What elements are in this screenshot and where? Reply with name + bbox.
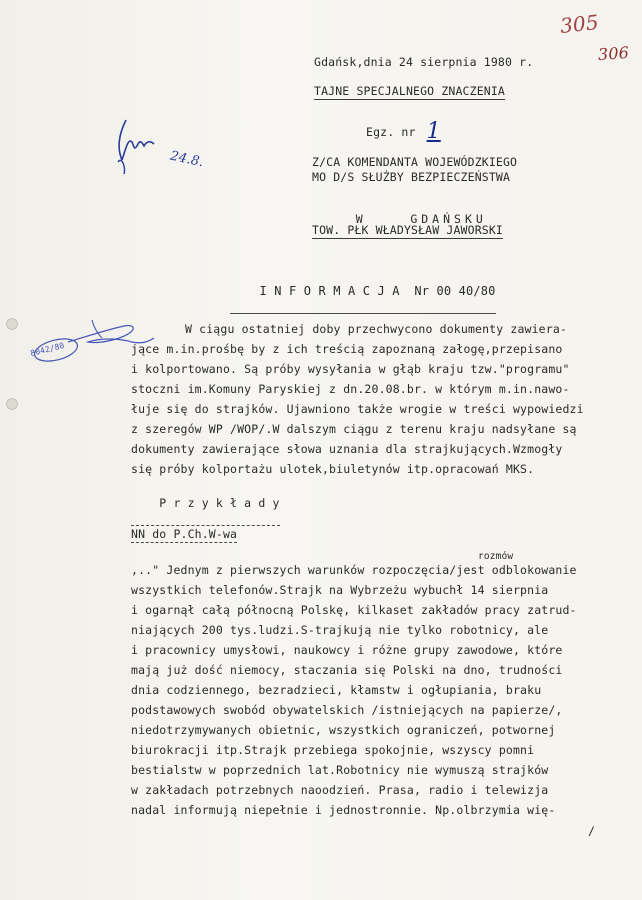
classification: TAJNE SPECJALNEGO ZNACZENIA xyxy=(314,84,505,98)
body-line: z szeregów WP /WOP/.W dalszym ciągu z terenu kraju nadsyłane są xyxy=(131,422,577,436)
body-line: stoczni im.Komuny Paryskiej z dn.20.08.br. w którym m.in.nawo- xyxy=(131,382,570,396)
quote-line: nadal informują niepełnie i jednostronnie. Np.olbrzymia wię- xyxy=(131,803,556,817)
addressee-line-4: TOW. PŁK WŁADYSŁAW JAWORSKI xyxy=(312,223,503,237)
quote-line: i ogarnął całą północną Polskę, kilkaset zakładów pracy zatrud- xyxy=(131,603,577,617)
example-1-inserted-word: rozmów xyxy=(478,551,514,562)
page-number-mark-top: 305 xyxy=(558,10,600,38)
document-title: I N F O R M A C J A Nr 00 40/80 xyxy=(230,270,496,314)
margin-stamp-text: 8042/80 xyxy=(29,340,66,359)
copy-number-handwritten: 1 xyxy=(426,119,441,144)
body-line: dokumenty zawierające słowa uznania dla strajkujących.Wzmogły xyxy=(131,442,563,456)
quote-line: w zakładach potrzebnych naoodzień. Prasa, radio i telewizja xyxy=(131,783,549,797)
continuation-mark: / xyxy=(588,824,596,838)
addressee-line-1: Z/CA KOMENDANTA WOJEWÓDZKIEGO xyxy=(312,155,518,169)
quote-line: wszystkich telefonów.Strajk na Wybrzeżu wybuchł 14 sierpnia xyxy=(131,583,549,597)
example-1-label: NN do P.Ch.W-wa xyxy=(131,527,238,541)
quote-line: i pracownicy umysłowi, naukowcy i różne grupy zawodowe, które xyxy=(131,643,563,657)
quote-line: ,.." Jednym z pierwszych warunków rozpoczęcia/jest odblokowanie xyxy=(131,563,577,577)
addressee-line-3: W GDAŃSKU xyxy=(355,212,487,226)
quote-line: biurokracji itp.Strajk przebiega spokojnie, wszyscy pomni xyxy=(131,743,535,757)
margin-signature-icon xyxy=(108,112,168,182)
body-line: i kolportowano. Są próby wysyłania w głąb kraju tzw."programu" xyxy=(131,362,570,376)
punch-hole-top xyxy=(6,318,18,330)
quote-line: bestialstw w poprzednich lat.Robotnicy nie wymuszą strajków xyxy=(131,763,549,777)
addressee-line-2: MO D/S SŁUŻBY BEZPIECZEŃSTWA xyxy=(312,170,511,184)
quote-line: dnia codziennego, bezradzieci, kłamstw i ogłupiania, braku xyxy=(131,683,542,697)
quote-line: niedotrzymywanych obietnic, wszystkich ograniczeń, potwornej xyxy=(131,723,556,737)
punch-hole-bottom xyxy=(6,398,18,410)
margin-signature-date: 24.8. xyxy=(168,148,206,171)
body-line: łuje się do strajków. Ujawniono także wrogie w treści wypowiedzi xyxy=(131,402,584,416)
quote-line: niających 200 tys.ludzi.S-trajkują nie tylko robotnicy, ale xyxy=(131,623,549,637)
examples-heading: P r z y k ł a d y xyxy=(131,482,280,526)
place-date: Gdańsk,dnia 24 sierpnia 1980 r. xyxy=(314,55,534,69)
quote-line: mają już dość niemocy, staczania się Polski na dno, trudności xyxy=(131,663,563,677)
body-line: W ciągu ostatniej doby przechwycono dokumenty zawiera- xyxy=(185,322,567,336)
page-number-mark-right: 306 xyxy=(597,42,630,65)
body-line: się próby kolportażu ulotek,biuletynów itp.opracowań MKS. xyxy=(131,462,535,476)
body-line: jące m.in.prośbę by z ich treścią zapoznaną załogę,przepisano xyxy=(131,342,563,356)
copy-number xyxy=(366,117,441,144)
copy-label: Egz. nr xyxy=(366,125,416,139)
quote-line: podstawowych swobód obywatelskich /istniejących na papierze/, xyxy=(131,703,563,717)
